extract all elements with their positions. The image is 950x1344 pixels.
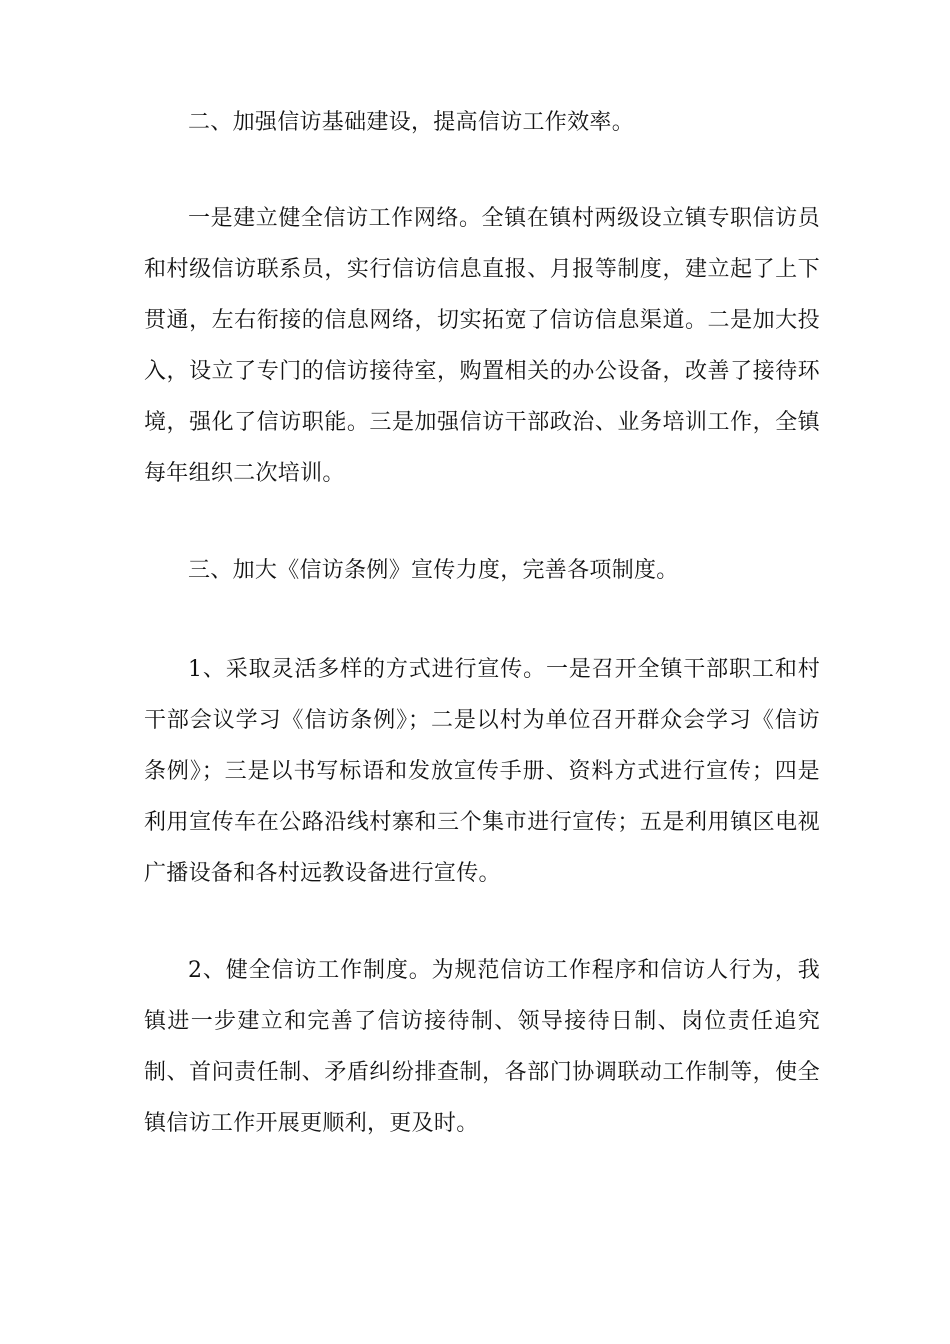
section-heading-2: 二、加强信访基础建设，提高信访工作效率。 (188, 110, 635, 135)
body-paragraph-network: 一是建立健全信访工作网络。全镇在镇村两级设立镇专职信访员和村级信访联系员，实行信访信息直报、月报等制度，建立起了上下贯通，左右衔接的信息网络，切实拓宽了信访信息渠道。二是加大投入，设立了专门的信访接待室，购置相关的办公设备，改善了接待环境，强化了信访职能。三是加强信访干部政治、业务培训工作，全镇每年组织二次培训。 (144, 206, 820, 486)
body-paragraph-publicity: 1、采取灵活多样的方式进行宣传。一是召开全镇干部职工和村干部会议学习《信访条例》；二是以村为单位召开群众会学习《信访条例》；三是以书写标语和发放宣传手册、资料方式进行宣传；四是利用宣传车在公路沿线村寨和三个集市进行宣传；五是利用镇区电视广播设备和各村远教设备进行宣传。 (144, 657, 820, 886)
body-paragraph-system: 2、健全信访工作制度。为规范信访工作程序和信访人行为，我镇进一步建立和完善了信访接待制、领导接待日制、岗位责任追究制、首问责任制、矛盾纠纷排查制，各部门协调联动工作制等，使全镇信访工作开展更顺利，更及时。 (144, 958, 820, 1136)
section-heading-3: 三、加大《信访条例》宣传力度，完善各项制度。 (188, 558, 679, 583)
